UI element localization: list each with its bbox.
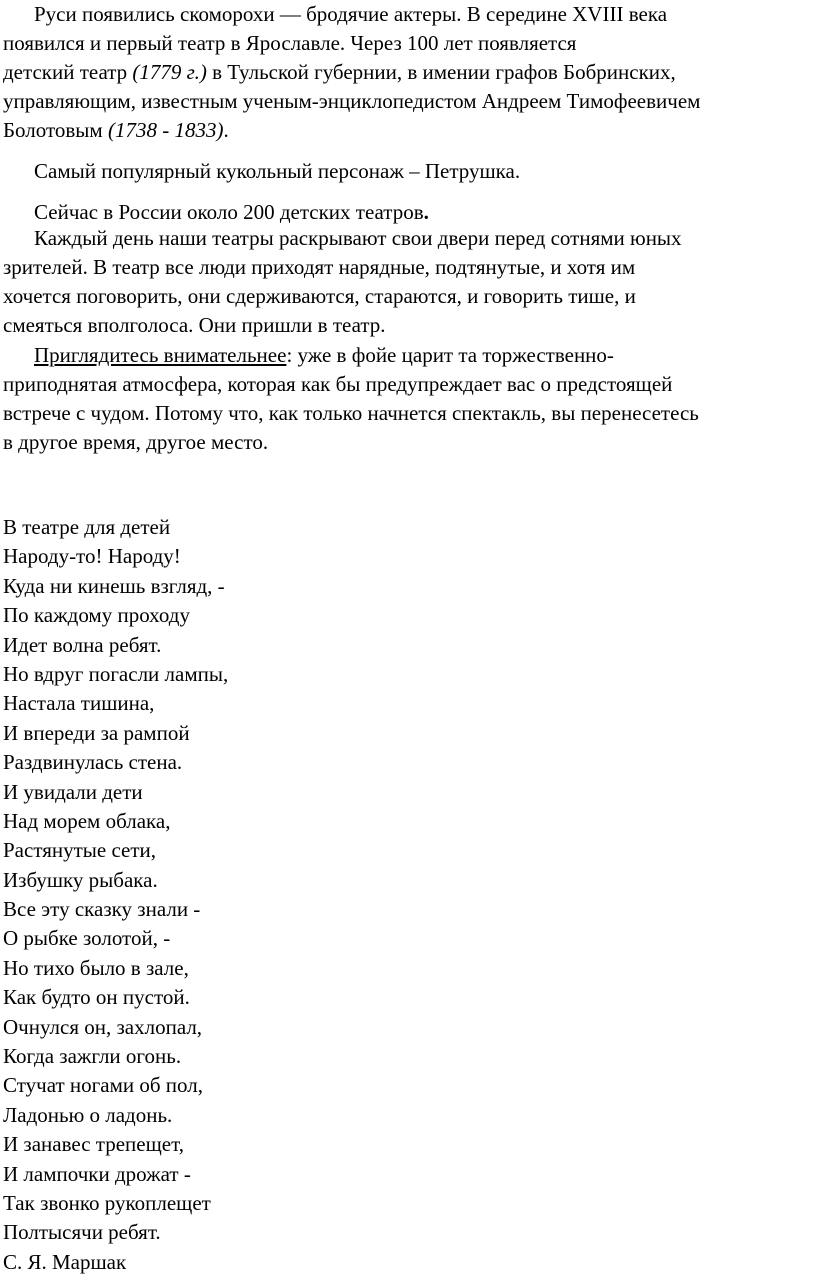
poem-line: Ладонью о ладонь. [3, 1102, 173, 1127]
daily-paragraph [3, 224, 813, 340]
intro-line-2: появился и первый театр в Ярославле. Через 100 лет появляется [3, 31, 577, 55]
poem-line: Как будто он пустой. [3, 985, 190, 1010]
poem-line: Так звонко рукоплещет [3, 1190, 211, 1215]
daily-line-4: смеяться вполголоса. Они пришли в театр. [3, 313, 386, 337]
count-text: Сейчас в России около 200 детских театров [34, 200, 424, 224]
poem-line: Над морем облака, [3, 808, 171, 833]
poem-line: По каждому проходу [3, 603, 190, 628]
intro-line-1: Руси появились скоморохи — бродячие актеры. В середине XVIII века [34, 2, 668, 26]
daily-line-1: Каждый день наши театры раскрывают свои двери перед сотнями юных [34, 226, 682, 250]
poem-line: И занавес трепещет, [3, 1132, 184, 1157]
intro-paragraph [3, 0, 813, 145]
poem [3, 513, 228, 1277]
document-page [3, 0, 813, 457]
poem-line: О рыбке золотой, - [3, 926, 171, 951]
poem-line: Но вдруг погасли лампы, [3, 661, 229, 686]
petrushka-paragraph: Самый популярный кукольный персонаж – Петрушка. [34, 159, 521, 183]
poem-line: Но тихо было в зале, [3, 955, 189, 980]
intro-text: детский театр [3, 60, 133, 84]
poem-line: Народу-то! Народу! [3, 544, 181, 569]
poem-line: И увидали дети [3, 779, 143, 804]
poem-line: Идет волна ребят. [3, 632, 162, 657]
poem-line: Очнулся он, захлопал, [3, 1014, 203, 1039]
intro-line-3 [3, 58, 813, 87]
poem-line: И лампочки дрожат - [3, 1161, 191, 1186]
poem-line: Стучат ногами об пол, [3, 1073, 203, 1098]
underlined-phrase: Приглядитесь внимательнее [34, 343, 287, 367]
look-line-1 [3, 341, 813, 370]
theatre-count-paragraph [3, 198, 813, 227]
poem-line: Все эту сказку знали - [3, 897, 201, 922]
look-line-4: в другое время, другое место. [3, 430, 269, 454]
poem-author: С. Я. Маршак [3, 1249, 127, 1274]
founding-year: (1779 г.) [132, 60, 207, 84]
count-period: . [423, 200, 429, 224]
poem-line: Куда ни кинешь взгляд, - [3, 573, 225, 598]
look-paragraph [3, 341, 813, 457]
look-line-2: приподнятая атмосфера, которая как бы предупреждает вас о предстоящей [3, 372, 673, 396]
intro-line-5 [3, 116, 813, 145]
poem-line: В театре для детей [3, 515, 171, 539]
poem-line: Растянутые сети, [3, 838, 157, 863]
poem-line: Настала тишина, [3, 691, 155, 716]
poem-line: И впереди за рампой [3, 720, 190, 745]
intro-text: в Тульской губернии, в имении графов Бобринских, [206, 60, 676, 84]
life-years: (1738 - 1833) [107, 118, 224, 142]
daily-line-3: хочется поговорить, они сдерживаются, стараются, и говорить тише, и [3, 284, 636, 308]
poem-line: Раздвинулась стена. [3, 750, 183, 775]
poem-line: Избушку рыбака. [3, 867, 158, 892]
intro-text: . [223, 118, 229, 142]
intro-line-4: управляющим, известным ученым-энциклопедистом Андреем Тимофеевичем [3, 89, 701, 113]
poem-line: Полтысячи ребят. [3, 1220, 161, 1245]
look-text: : уже в фойе царит та торжественно- [286, 343, 614, 367]
intro-text: Болотовым [3, 118, 108, 142]
poem-line: Когда зажгли огонь. [3, 1044, 182, 1069]
daily-line-2: зрителей. В театр все люди приходят нарядные, подтянутые, и хотя им [3, 255, 636, 279]
look-line-3: встрече с чудом. Потому что, как только начнется спектакль, вы перенесетесь [3, 401, 699, 425]
